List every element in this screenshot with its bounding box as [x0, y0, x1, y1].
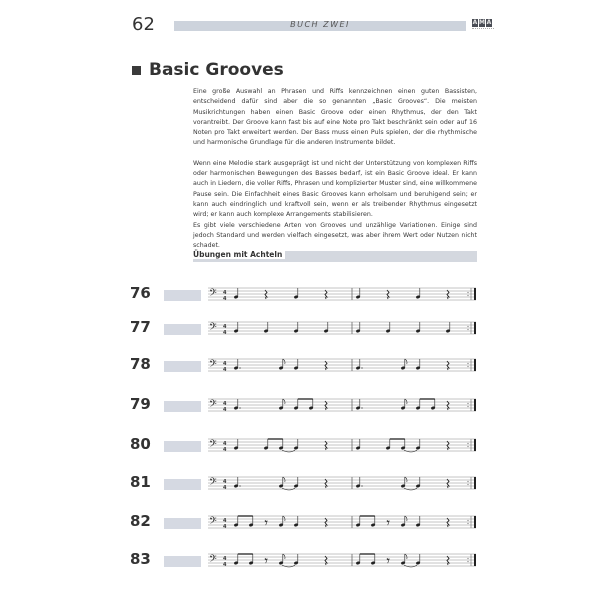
svg-text:4: 4: [223, 556, 227, 562]
logo-letter: M: [479, 19, 485, 26]
svg-text:𝄢: 𝄢: [209, 515, 217, 529]
exercise-number: 79: [130, 395, 151, 413]
music-staff: [208, 437, 478, 453]
svg-text:4: 4: [223, 324, 227, 330]
exercise-row: [130, 431, 490, 461]
svg-text:4: 4: [223, 485, 227, 491]
exercise-number-bar: [164, 401, 201, 412]
paragraph: Eine große Auswahl an Phrasen und Riffs kennzeichnen einen guten Bassisten, entscheidend dafür sind aber die so genannten „Basic Grooves“. Die meisten Musikrichtungen haben einen Basic Groove oder einen Rhythmus, der den Takt vorantreibt. Der Groove kann fast bis auf eine Note pro Takt beschränkt sein oder auf 16 Noten pro Takt erweitert werden. Der Bass muss einen Puls spielen, der die rhythmische und harmonische Grundlage für die anderen Instrumente bildet.: [193, 88, 477, 147]
body-text: [193, 87, 477, 251]
exercise-row: [130, 391, 490, 421]
svg-text:𝄢: 𝄢: [209, 476, 217, 490]
exercise-number-bar: [164, 518, 201, 529]
music-staff: [208, 397, 478, 413]
section-title: Basic Grooves: [149, 60, 284, 80]
exercise-row: [130, 351, 490, 381]
logo-letter: A: [486, 19, 492, 26]
svg-text:𝄢: 𝄢: [209, 358, 217, 372]
svg-text:𝄢: 𝄢: [209, 287, 217, 301]
svg-text:𝄢: 𝄢: [209, 398, 217, 412]
exercise-number: 78: [130, 355, 151, 373]
svg-text:4: 4: [223, 367, 227, 373]
music-staff: [208, 357, 478, 373]
page-header: [120, 14, 500, 38]
exercise-number: 83: [130, 550, 151, 568]
page-number: 62: [132, 14, 155, 35]
exercise-heading-bar: [193, 251, 477, 262]
running-title-bar: [174, 21, 466, 31]
svg-text:4: 4: [223, 407, 227, 413]
exercise-number: 81: [130, 473, 151, 491]
exercise-number: 80: [130, 435, 151, 453]
logo-underline: [472, 28, 494, 31]
svg-text:4: 4: [223, 296, 227, 302]
running-title: BUCH ZWEI: [290, 20, 350, 29]
svg-text:𝄢: 𝄢: [209, 321, 217, 335]
exercise-number: 76: [130, 284, 151, 302]
paragraph: Es gibt viele verschiedene Arten von Grooves und unzählige Variationen. Einige sind jedoch Standard und werden vielfach eingesetzt, was aber ihrem Wert oder Nutzen nicht schadet.: [193, 221, 477, 250]
exercise-number-bar: [164, 441, 201, 452]
svg-text:𝄢: 𝄢: [209, 438, 217, 452]
svg-text:4: 4: [223, 479, 227, 485]
logo-letter: A: [472, 19, 478, 26]
exercise-number: 77: [130, 318, 151, 336]
music-staff: [208, 320, 478, 336]
music-staff: [208, 286, 478, 302]
exercise-row: [130, 469, 490, 499]
square-bullet-icon: [132, 66, 141, 75]
svg-text:𝄢: 𝄢: [209, 553, 217, 567]
exercise-number-bar: [164, 361, 201, 372]
exercise-number-bar: [164, 556, 201, 567]
svg-text:4: 4: [223, 330, 227, 336]
svg-text:4: 4: [223, 562, 227, 568]
svg-text:4: 4: [223, 401, 227, 407]
svg-text:4: 4: [223, 518, 227, 524]
music-staff: [208, 514, 478, 530]
svg-text:4: 4: [223, 290, 227, 296]
exercise-number-bar: [164, 479, 201, 490]
section-heading: [132, 60, 284, 80]
exercise-number-bar: [164, 290, 201, 301]
svg-text:4: 4: [223, 361, 227, 367]
publisher-logo: [472, 19, 494, 31]
svg-text:4: 4: [223, 447, 227, 453]
exercise-number: 82: [130, 512, 151, 530]
music-staff: [208, 475, 478, 491]
exercise-row: [130, 280, 490, 310]
exercise-row: [130, 508, 490, 538]
paragraph: Wenn eine Melodie stark ausgeprägt ist und nicht der Unterstützung von komplexen Riffs oder harmonischen Bewegungen des Basses bedarf, ist ein Basic Groove ideal. Er kann auch in Liedern, die voller Riffs, Phrasen und komplizierter Muster sind, eine willkommene Pause sein. Die Einfachheit eines Basic Grooves kann erholsam und beruhigend sein; er kann auch eindringlich und kraftvoll sein, wenn er als treibender Rhythmus eingesetzt wird; er kann auch komplexe Arrangements stabilisieren.: [193, 159, 477, 219]
exercise-number-bar: [164, 324, 201, 335]
exercise-row: [130, 314, 490, 344]
svg-text:4: 4: [223, 524, 227, 530]
music-staff: [208, 552, 478, 568]
svg-text:4: 4: [223, 441, 227, 447]
exercise-row: [130, 546, 490, 576]
exercise-heading: Übungen mit Achteln: [193, 250, 285, 259]
